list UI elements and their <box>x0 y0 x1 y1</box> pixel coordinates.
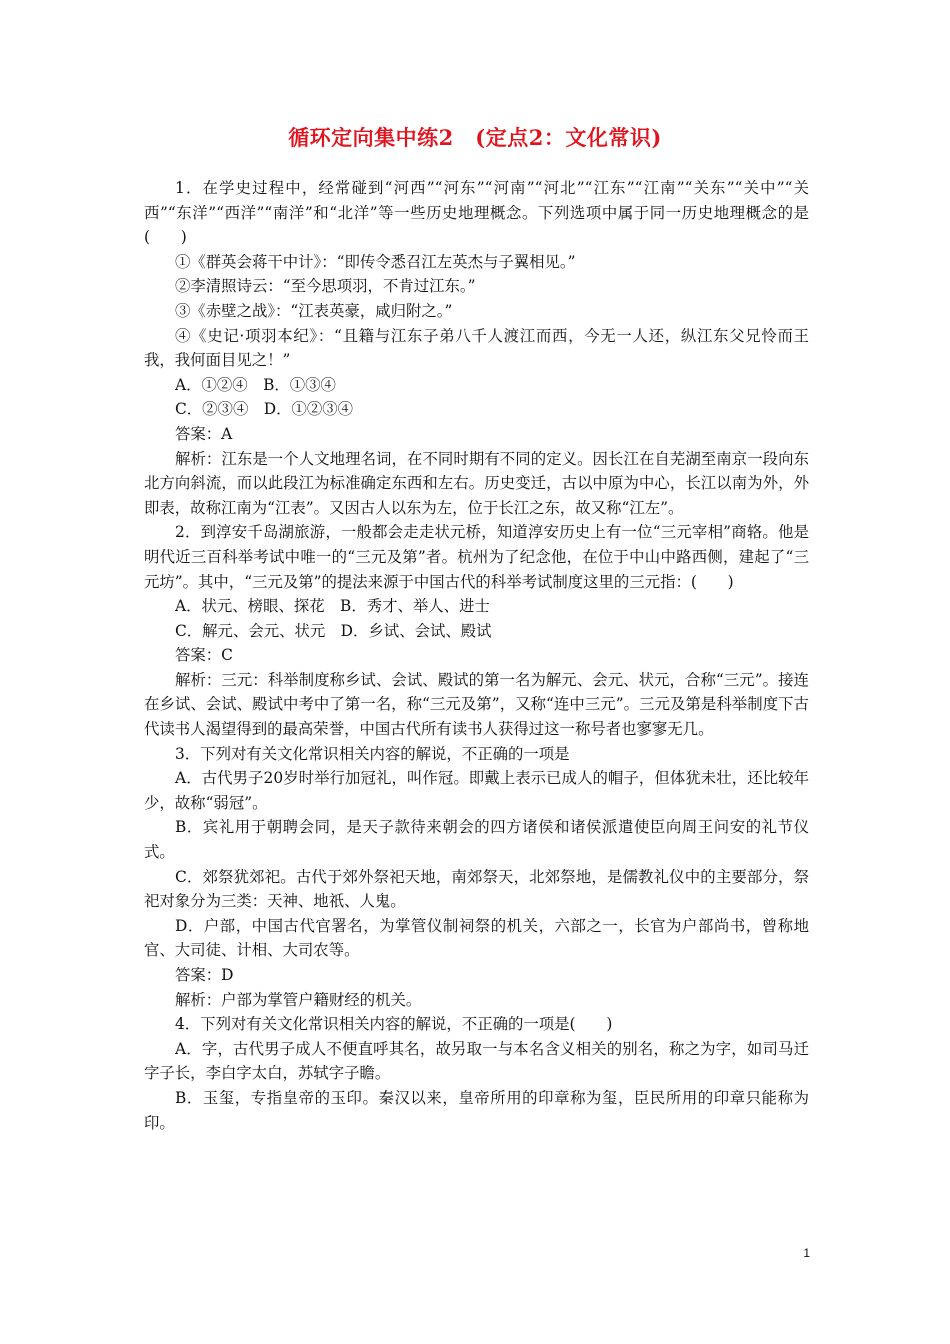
question-1-options-cd: C．②③④ D．①②③④ <box>175 400 354 419</box>
question-2-options-ab: A．状元、榜眼、探花 B．秀才、举人、进士 <box>175 597 490 616</box>
question-2-answer: 答案：C <box>175 646 233 665</box>
question-1-item-2: ②李清照诗云：“至今思项羽，不肯过江东。” <box>175 277 476 296</box>
question-2-options-cd: C．解元、会元、状元 D．乡试、会试、殿试 <box>175 621 492 640</box>
question-3-option-c: C．郊祭犹郊祀。古代于郊外祭祀天地，南郊祭天，北郊祭地，是儒教礼仪中的主要部分，祭祀对象分为三类：天神、地祇、人鬼。 <box>144 867 809 911</box>
question-2-stem: 2．到淳安千岛湖旅游，一般都会走走状元桥，知道淳安历史上有一位“三元宰相”商辂。他是明代近三百科举考试中唯一的“三元及第”者。杭州为了纪念他，在位于中山中路西侧，建起了“三元坊”。其中，“三元及第”的提法来源于中国古代的科举考试制度这里的三元指：( ) <box>144 523 809 591</box>
question-1-item-4: ④《史记·项羽本纪》：“且籍与江东子弟八千人渡江而西，今无一人还，纵江东父兄怜而王我，我何面目见之！” <box>144 326 809 370</box>
question-1-explanation: 解析：江东是一个人文地理名词，在不同时期有不同的定义。因长江在自芜湖至南京一段向东北方向斜流，而以此段江为标准确定东西和左右。历史变迁，古以中原为中心，长江以南为外，外即表，故称江南为“江表”。又因古人以东为左，位于长江之东，故又称“江左”。 <box>144 449 809 517</box>
question-3-stem: 3．下列对有关文化常识相关内容的解说，不正确的一项是 <box>175 744 570 763</box>
question-3-explanation: 解析：户部为掌管户籍财经的机关。 <box>175 990 422 1009</box>
question-3-option-a: A．古代男子20岁时举行加冠礼，叫作冠。即戴上表示已成人的帽子，但体犹未壮，还比较年少，故称“弱冠”。 <box>144 769 809 812</box>
question-1-answer: 答案：A <box>175 424 233 443</box>
question-1-options-ab: A．①②④ B．①③④ <box>175 375 336 394</box>
question-3-answer: 答案：D <box>175 966 234 984</box>
page-number: 1 <box>803 1246 810 1260</box>
page-title: 循环定向集中练2 (定点2：文化常识) <box>288 125 662 150</box>
question-1-item-1: ①《群英会蒋干中计》：“即传令悉召江左英杰与子翼相见。” <box>175 252 576 271</box>
question-3-option-d: D．户部，中国古代官署名，为掌管仪制祠祭的机关，六部之一，长官为户部尚书，曾称地官、大司徒、计相、大司农等。 <box>144 916 809 960</box>
question-4-option-b: B．玉玺，专指皇帝的玉印。秦汉以来，皇帝所用的印章称为玺，臣民所用的印章只能称为印。 <box>144 1088 809 1132</box>
question-1-stem: 1．在学史过程中，经常碰到“河西”“河东”“河南”“河北”“江东”“江南”“关东”“关中”“关西”“东洋”“西洋”“南洋”和“北洋”等一些历史地理概念。下列选项中属于同一历史地理概念的是( ) <box>144 179 809 247</box>
question-3-option-b: B．宾礼用于朝聘会同，是天子款待来朝会的四方诸侯和诸侯派遣使臣向周王问安的礼节仪式。 <box>144 818 809 862</box>
question-4-option-a: A．字，古代男子成人不便直呼其名，故另取一与本名含义相关的别名，称之为字，如司马迁字子长，李白字太白，苏轼字子瞻。 <box>144 1039 809 1083</box>
document-body <box>144 176 809 1135</box>
question-2-explanation: 解析：三元：科举制度称乡试、会试、殿试的第一名为解元、会元、状元，合称“三元”。接连在乡试、会试、殿试中考中了第一名，称“三元及第”，又称“连中三元”。三元及第是科举制度下古代读书人渴望得到的最高荣誉，中国古代所有读书人获得过这一称号者也寥寥无几。 <box>144 670 809 739</box>
question-4-stem: 4．下列对有关文化常识相关内容的解说，不正确的一项是( ) <box>175 1015 613 1034</box>
question-1-item-3: ③《赤壁之战》：“江表英豪，咸归附之。” <box>175 301 453 320</box>
